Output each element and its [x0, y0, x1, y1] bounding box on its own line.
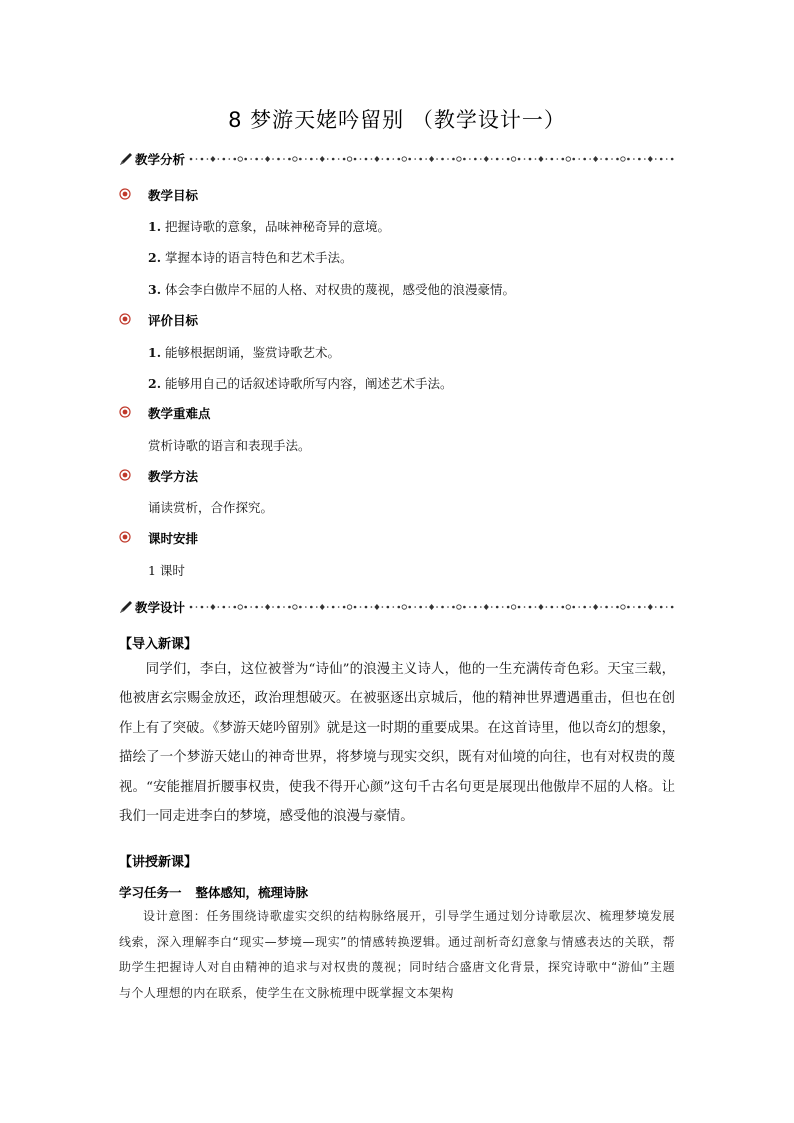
ornament-dot: [605, 606, 608, 609]
ornament-dot: [419, 158, 422, 161]
ornament-dot: [572, 158, 575, 161]
ornament-dot: [546, 158, 548, 160]
ornament-dot: [578, 606, 580, 608]
ornament-dot: [283, 158, 285, 160]
ornament-dot: [660, 606, 663, 609]
ornament-dot: [244, 158, 247, 161]
ornament-dot: [589, 158, 591, 160]
ornament-dot: [605, 158, 608, 161]
ornament-dot: [644, 158, 646, 160]
ornament-dot: [507, 158, 510, 161]
ornament-dot: [496, 158, 499, 161]
heading-teaching-methods: 教学方法: [148, 469, 199, 484]
ornament-dot: [474, 606, 477, 609]
ornament-dot: [332, 606, 335, 609]
ornament-dot: [229, 606, 231, 608]
ornament-dot: [524, 158, 526, 160]
ornament-dot: [633, 158, 635, 160]
ornament-dot: [288, 606, 291, 609]
ornament-dot: [463, 158, 466, 161]
ornamental-dotted-line: [189, 154, 675, 164]
ornament-dot: [484, 604, 489, 610]
goal-item-2: [148, 248, 353, 266]
ornament-dot: [408, 158, 411, 161]
ornament-dot: [201, 158, 204, 161]
ornament-dot: [655, 158, 657, 160]
ornament-dot: [557, 606, 559, 608]
ornament-dot: [633, 606, 635, 608]
ornament-dot: [666, 606, 668, 608]
ornament-dot: [371, 158, 373, 160]
ornament-dot: [343, 606, 346, 609]
intro-paragraph: 同学们，李白，这位被誉为“诗仙”的浪漫主义诗人，他的一生充满传奇色彩。天宝三载，他被唐玄宗赐金放还，政治理想破灭。在被驱逐出京城后，他的精神世界遭遇重击，但也在创作上有了突破。《梦游天姥吟留别》就是这一时期的重要成果。在这首诗里，他以奇幻的想象，描绘了一个梦游天姥山的神奇世界，将梦境与现实交织，既有对仙境的向往，也有对权贵的蔑视。“安能摧眉折腰事权贵，使我不得开心颜”这句千古名句更是展现出他傲岸不屈的人格。让我们一同走进李白的梦境，感受他的浪漫与豪情。: [119, 662, 675, 825]
ornament-dot: [655, 606, 657, 608]
ornament-dot: [272, 606, 274, 608]
ornament-dot: [621, 157, 625, 161]
design-intent-paragraph: 设计意图：任务围绕诗歌虚实交织的结构脉络展开，引导学生通过划分诗歌层次、梳理梦境发展线索，深入理解李白“现实—梦境—现实”的情感转换逻辑。通过剖析奇幻意象与情感表达的关联，帮助学生把握诗人对自由精神的追求与对权贵的蔑视；同时结合盛唐文化背景，探究诗歌中“游仙”主题与个人理想的内在联系，使学生在文脉梳理中既掌握文本架构: [119, 909, 675, 1001]
ornament-dot: [551, 158, 554, 161]
section-bar-analysis: [119, 149, 675, 169]
evaluation-item-number: 1.: [148, 345, 162, 360]
evaluation-item-1: [148, 343, 340, 361]
ornament-dot: [305, 158, 307, 160]
ornament-dot: [238, 157, 242, 161]
ornament-dot: [393, 606, 395, 608]
goal-item-text: 把握诗歌的意象，品味神秘奇异的意境。: [161, 219, 391, 234]
task-1-title: 整体感知，梳理诗脉: [195, 885, 309, 900]
ornament-dot: [305, 606, 307, 608]
target-bullet-icon: [119, 469, 131, 481]
ornament-dot: [408, 606, 411, 609]
target-bullet-icon: [119, 188, 131, 200]
ornament-dot: [210, 156, 215, 162]
ornament-dot: [320, 156, 325, 162]
ornament-dot: [589, 606, 591, 608]
ornament-dot: [671, 158, 674, 161]
task-1-heading: [119, 883, 308, 901]
heading-class-schedule: 课时安排: [148, 531, 199, 546]
ornament-dot: [441, 158, 444, 161]
ornament-dot: [621, 605, 625, 609]
ornament-dot: [387, 606, 390, 609]
ornament-dot: [529, 158, 532, 161]
ornament-dot: [244, 606, 247, 609]
ornament-dot: [354, 606, 357, 609]
goal-item-number: 2.: [148, 250, 162, 265]
ornament-dot: [644, 606, 646, 608]
ornament-dot: [261, 606, 263, 608]
ornament-dot: [343, 158, 346, 161]
ornament-dot: [393, 158, 395, 160]
ornament-dot: [557, 158, 559, 160]
ornament-dot: [600, 158, 602, 160]
ornament-dot: [223, 158, 226, 161]
methods-text: 诵读赏析，合作探究。: [148, 500, 274, 515]
ornament-dot: [360, 606, 362, 608]
ornament-dot: [293, 605, 297, 609]
ornament-dot: [611, 158, 613, 160]
goal-item-text: 掌握本诗的语言特色和艺术手法。: [161, 250, 353, 265]
ornament-dot: [338, 158, 340, 160]
ornament-dot: [648, 156, 653, 162]
ornament-dot: [414, 606, 416, 608]
ornament-dot: [469, 606, 471, 608]
ornament-dot: [452, 606, 455, 609]
ornament-dot: [593, 604, 598, 610]
ornament-dot: [496, 606, 499, 609]
ornament-dot: [255, 158, 258, 161]
ornament-dot: [233, 606, 236, 609]
ornament-dot: [474, 158, 477, 161]
ornament-dot: [265, 604, 270, 610]
ornament-dot: [283, 606, 285, 608]
ornament-dot: [210, 604, 215, 610]
ornament-dot: [190, 158, 193, 161]
ornament-dot: [223, 606, 226, 609]
ornament-dot: [511, 157, 515, 161]
heading-lecture: 【讲授新课】: [119, 855, 198, 870]
ornament-dot: [671, 606, 674, 609]
ornament-dot: [293, 157, 297, 161]
ornament-dot: [250, 158, 252, 160]
ornament-dot: [327, 606, 329, 608]
ornament-dot: [316, 606, 318, 608]
ornament-dot: [491, 158, 493, 160]
ornament-dot: [502, 606, 504, 608]
ornament-dot: [299, 606, 302, 609]
ornament-dot: [196, 606, 198, 608]
ornament-dot: [397, 606, 400, 609]
ornament-dot: [316, 158, 318, 160]
ornament-dot: [616, 158, 619, 161]
goal-item-number: 1.: [148, 219, 162, 234]
ornament-dot: [382, 158, 384, 160]
ornament-dot: [627, 606, 630, 609]
ornament-dot: [347, 157, 351, 161]
ornament-dot: [518, 606, 521, 609]
ornament-dot: [382, 606, 384, 608]
ornament-dot: [371, 606, 373, 608]
ornament-dot: [457, 157, 461, 161]
ornament-dot: [538, 604, 543, 610]
ornament-dot: [447, 606, 449, 608]
target-bullet-icon: [119, 406, 131, 418]
ornament-dot: [299, 158, 302, 161]
ornament-dot: [469, 158, 471, 160]
ornament-dot: [425, 606, 427, 608]
evaluation-item-number: 2.: [148, 376, 162, 391]
schedule-text: 1 课时: [148, 563, 185, 578]
ornament-dot: [338, 606, 340, 608]
ornament-dot: [332, 158, 335, 161]
ornament-dot: [425, 158, 427, 160]
ornament-dot: [201, 606, 204, 609]
ornament-dot: [414, 158, 416, 160]
ornament-dot: [327, 158, 329, 160]
ornament-dot: [648, 604, 653, 610]
heading-key-points: 教学重难点: [148, 406, 211, 421]
ornament-dot: [397, 158, 400, 161]
ornament-dot: [277, 606, 280, 609]
ornament-dot: [484, 156, 489, 162]
ornament-dot: [196, 158, 198, 160]
ornament-dot: [457, 605, 461, 609]
section-bar-design: [119, 597, 675, 617]
goal-item-3: [148, 280, 515, 298]
ornament-dot: [566, 157, 570, 161]
ornament-dot: [207, 158, 209, 160]
ornament-dot: [480, 158, 482, 160]
ornament-dot: [562, 606, 565, 609]
ornament-dot: [233, 158, 236, 161]
ornament-dot: [593, 156, 598, 162]
ornament-dot: [616, 606, 619, 609]
ornament-dot: [572, 606, 575, 609]
task-1-label: 学习任务一: [119, 885, 182, 900]
ornament-dot: [600, 606, 602, 608]
ornamental-dotted-line: [189, 602, 675, 612]
ornament-dot: [638, 606, 641, 609]
ornament-dot: [190, 606, 193, 609]
ornament-dot: [463, 606, 466, 609]
ornament-dot: [347, 605, 351, 609]
ornament-dot: [524, 606, 526, 608]
ornament-dot: [638, 158, 641, 161]
ornament-dot: [511, 605, 515, 609]
goal-item-1: [148, 217, 390, 235]
target-bullet-icon: [119, 531, 131, 543]
ornament-dot: [566, 605, 570, 609]
ornament-dot: [562, 158, 565, 161]
ornament-dot: [611, 606, 613, 608]
ornament-dot: [218, 158, 220, 160]
goal-item-text: 体会李白傲岸不屈的人格、对权贵的蔑视，感受他的浪漫豪情。: [161, 282, 516, 297]
ornament-dot: [360, 158, 362, 160]
ornament-dot: [374, 604, 379, 610]
ornament-dot: [627, 158, 630, 161]
ornament-dot: [419, 606, 422, 609]
ornament-dot: [480, 606, 482, 608]
ornament-dot: [310, 158, 313, 161]
ornament-dot: [402, 157, 406, 161]
ornament-dot: [229, 158, 231, 160]
heading-teaching-goals: 教学目标: [148, 188, 199, 203]
ornament-dot: [551, 606, 554, 609]
ornament-dot: [452, 158, 455, 161]
ornament-dot: [583, 606, 586, 609]
ornament-dot: [255, 606, 258, 609]
section-title-design: 教学设计: [135, 600, 186, 615]
ornament-dot: [583, 158, 586, 161]
ornament-dot: [666, 158, 668, 160]
ornament-dot: [374, 156, 379, 162]
ornament-dot: [507, 606, 510, 609]
ornament-dot: [387, 158, 390, 161]
ornament-dot: [429, 604, 434, 610]
ornament-dot: [529, 606, 532, 609]
ornament-dot: [261, 158, 263, 160]
ornament-dot: [538, 156, 543, 162]
ornament-dot: [447, 158, 449, 160]
ornament-dot: [238, 605, 242, 609]
ornament-dot: [429, 156, 434, 162]
ornament-dot: [250, 606, 252, 608]
ornament-dot: [365, 158, 368, 161]
evaluation-item-text: 能够用自己的话叙述诗歌所写内容，阐述艺术手法。: [161, 376, 453, 391]
heading-evaluation-goals: 评价目标: [148, 313, 199, 328]
ornament-dot: [535, 158, 537, 160]
ornament-dot: [502, 158, 504, 160]
ornament-dot: [436, 158, 438, 160]
ornament-dot: [310, 606, 313, 609]
ornament-dot: [546, 606, 548, 608]
ornament-dot: [365, 606, 368, 609]
ornament-dot: [218, 606, 220, 608]
goal-item-number: 3.: [148, 282, 162, 297]
ornament-dot: [354, 158, 357, 161]
ornament-dot: [288, 158, 291, 161]
evaluation-item-2: [148, 374, 453, 392]
ornament-dot: [518, 158, 521, 161]
ornament-dot: [402, 605, 406, 609]
heading-intro: 【导入新课】: [119, 637, 198, 652]
ornament-dot: [535, 606, 537, 608]
ornament-dot: [265, 156, 270, 162]
section-title-analysis: 教学分析: [135, 152, 186, 167]
ornament-dot: [436, 606, 438, 608]
ornament-dot: [578, 158, 580, 160]
evaluation-item-text: 能够根据朗诵，鉴赏诗歌艺术。: [161, 345, 341, 360]
ornament-dot: [320, 604, 325, 610]
key-points-text: 赏析诗歌的语言和表现手法。: [148, 438, 311, 453]
ornament-dot: [207, 606, 209, 608]
ornament-dot: [277, 158, 280, 161]
pen-icon: [119, 152, 133, 166]
ornament-dot: [491, 606, 493, 608]
target-bullet-icon: [119, 313, 131, 325]
ornament-dot: [272, 158, 274, 160]
ornament-dot: [660, 158, 663, 161]
ornament-dot: [441, 606, 444, 609]
pen-icon: [119, 600, 133, 614]
page-title: 8 梦游天姥吟留别 （教学设计一）: [228, 108, 566, 132]
